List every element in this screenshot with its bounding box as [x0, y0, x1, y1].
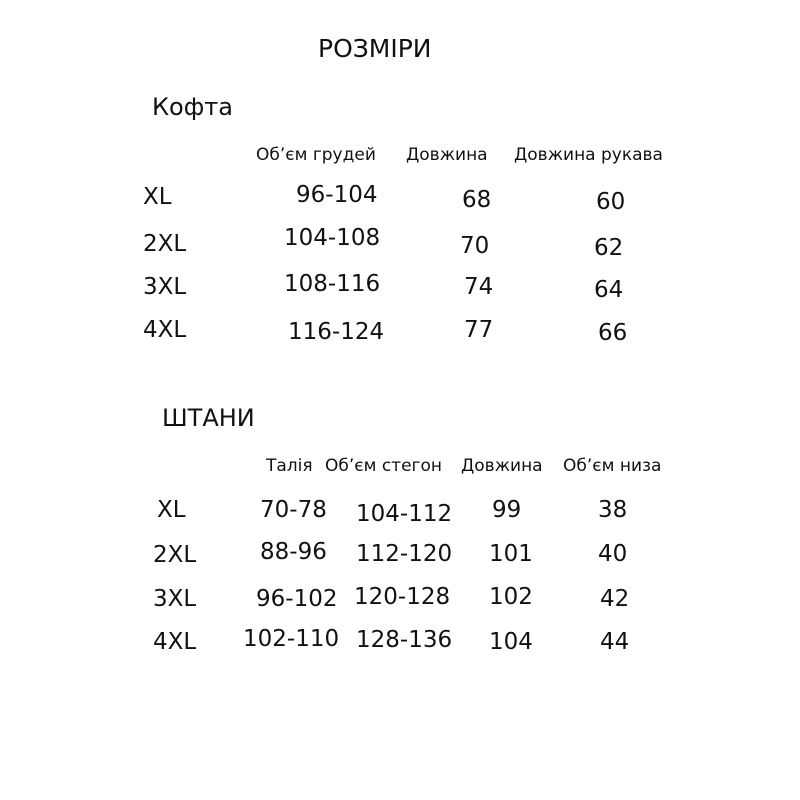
pants-hips-value: 120-128	[354, 584, 451, 610]
jacket-sleeve-value: 62	[594, 235, 624, 261]
pants-hips-value: 112-120	[356, 541, 453, 567]
pants-length-value: 102	[489, 584, 533, 610]
jacket-sleeve-value: 60	[596, 189, 626, 215]
pants-waist-value: 70-78	[260, 497, 327, 523]
pants-header-hips: Об’єм стегон	[325, 456, 442, 476]
pants-header-hem: Об’єм низа	[563, 456, 662, 476]
jacket-length-value: 74	[464, 274, 494, 300]
jacket-length-value: 70	[460, 233, 490, 259]
pants-hem-value: 40	[598, 541, 628, 567]
jacket-section-title: Кофта	[152, 93, 233, 121]
jacket-size-label: XL	[143, 184, 172, 210]
pants-length-value: 99	[492, 497, 522, 523]
pants-hem-value: 44	[600, 629, 630, 655]
jacket-header-sleeve: Довжина рукава	[514, 145, 663, 165]
pants-waist-value: 96-102	[256, 586, 338, 612]
jacket-header-length: Довжина	[406, 145, 488, 165]
jacket-chest-value: 96-104	[296, 182, 378, 208]
jacket-sleeve-value: 66	[598, 320, 628, 346]
page-title: РОЗМІРИ	[318, 34, 432, 63]
jacket-size-label: 4XL	[143, 317, 187, 343]
pants-hem-value: 42	[600, 586, 630, 612]
pants-size-label: XL	[157, 497, 186, 523]
pants-header-length: Довжина	[461, 456, 543, 476]
pants-header-waist: Талія	[266, 456, 313, 476]
pants-waist-value: 102-110	[243, 626, 340, 652]
jacket-sleeve-value: 64	[594, 277, 624, 303]
pants-section-title: ШТАНИ	[162, 404, 255, 432]
jacket-size-label: 3XL	[143, 274, 187, 300]
jacket-chest-value: 108-116	[284, 271, 381, 297]
pants-size-label: 2XL	[153, 542, 197, 568]
jacket-length-value: 77	[464, 317, 494, 343]
pants-hem-value: 38	[598, 497, 628, 523]
pants-waist-value: 88-96	[260, 539, 327, 565]
jacket-length-value: 68	[462, 187, 492, 213]
jacket-header-chest: Об’єм грудей	[256, 145, 376, 165]
pants-hips-value: 128-136	[356, 627, 453, 653]
jacket-chest-value: 104-108	[284, 225, 381, 251]
jacket-chest-value: 116-124	[288, 319, 385, 345]
jacket-size-label: 2XL	[143, 231, 187, 257]
pants-hips-value: 104-112	[356, 501, 453, 527]
pants-length-value: 101	[489, 541, 533, 567]
pants-length-value: 104	[489, 629, 533, 655]
pants-size-label: 4XL	[153, 629, 197, 655]
pants-size-label: 3XL	[153, 586, 197, 612]
